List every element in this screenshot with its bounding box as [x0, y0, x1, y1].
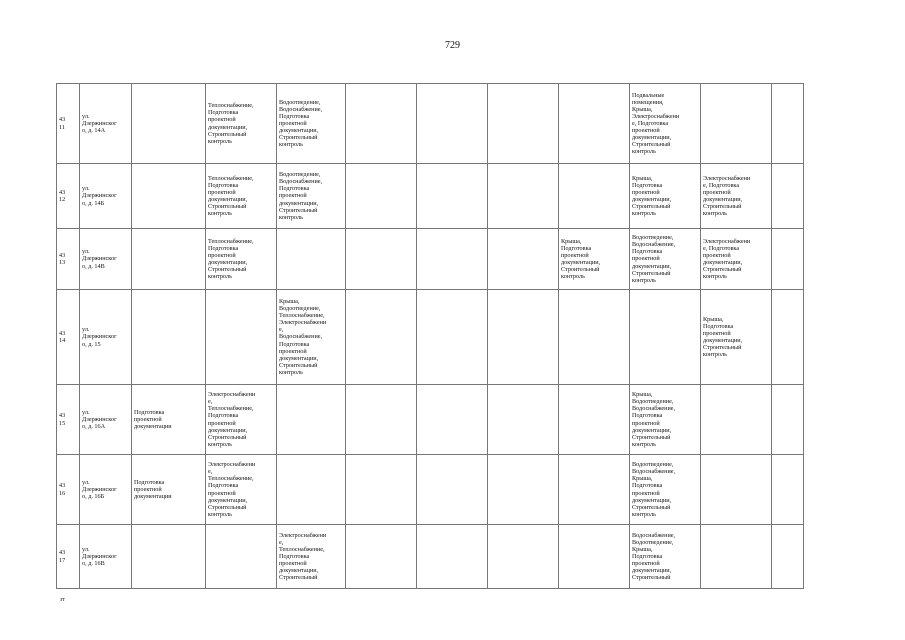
work-cell-c9: [701, 84, 772, 164]
work-schedule-table: [56, 83, 804, 589]
work-cell-c3: [277, 455, 346, 525]
work-cell-c6: [488, 290, 559, 385]
work-cell-c5: [417, 229, 488, 290]
address-cell: ул. Дзержинског о, д. 16Б: [80, 455, 132, 525]
work-cell-c1: [132, 229, 206, 290]
work-cell-c2: Электроснабжени е, Теплоснабжение, Подготовка проектной документации, Строительный контроль: [206, 385, 277, 455]
address-cell: ул. Дзержинског о, д. 15: [80, 290, 132, 385]
work-cell-c1: [132, 84, 206, 164]
work-cell-c2: [206, 525, 277, 589]
work-cell-c3: Водоотведение, Водоснабжение, Подготовка проектной документации, Строительный контроль: [277, 84, 346, 164]
work-cell-c10: [772, 229, 804, 290]
work-cell-c9: [701, 385, 772, 455]
table-row: [57, 525, 804, 589]
work-cell-c5: [417, 290, 488, 385]
address-cell: ул. Дзержинског о, д. 14В: [80, 229, 132, 290]
work-cell-c6: [488, 385, 559, 455]
work-cell-c5: [417, 385, 488, 455]
work-cell-c6: [488, 229, 559, 290]
work-cell-c4: [346, 525, 417, 589]
work-cell-c5: [417, 164, 488, 229]
work-cell-c3: [277, 385, 346, 455]
work-cell-c2: Теплоснабжение, Подготовка проектной документации, Строительный контроль: [206, 164, 277, 229]
page-number: 729: [445, 40, 460, 51]
work-cell-c2: [206, 290, 277, 385]
work-cell-c6: [488, 84, 559, 164]
table-row: [57, 290, 804, 385]
work-cell-c6: [488, 164, 559, 229]
address-cell: ул. Дзержинског о, д. 14А: [80, 84, 132, 164]
row-number-cell: 43 13: [57, 229, 80, 290]
work-cell-c8: Водоснабжение, Водоотведение, Крыша, Подготовка проектной документации, Строительный: [630, 525, 701, 589]
work-cell-c6: [488, 525, 559, 589]
work-cell-c5: [417, 455, 488, 525]
work-cell-c8: [630, 290, 701, 385]
work-cell-c9: Электроснабжени е, Подготовка проектной документации, Строительный контроль: [701, 229, 772, 290]
table-row: [57, 84, 804, 164]
row-number-cell: 43 14: [57, 290, 80, 385]
work-cell-c9: Электроснабжени е, Подготовка проектной документации, Строительный контроль: [701, 164, 772, 229]
work-cell-c8: Водоотведение, Водоснабжение, Подготовка проектной документации, Строительный контроль: [630, 229, 701, 290]
work-cell-c2: Электроснабжени е, Теплоснабжение, Подготовка проектной документации, Строительный контроль: [206, 455, 277, 525]
work-cell-c3: Электроснабжени е, Теплоснабжение, Подготовка проектной документации, Строительный: [277, 525, 346, 589]
table-row: [57, 229, 804, 290]
work-cell-c7: [559, 455, 630, 525]
address-cell: ул. Дзержинског о, д. 16А: [80, 385, 132, 455]
work-cell-c7: [559, 164, 630, 229]
address-cell: ул. Дзержинског о, д. 14Б: [80, 164, 132, 229]
work-cell-c2: Теплоснабжение, Подготовка проектной документации, Строительный контроль: [206, 229, 277, 290]
work-cell-c4: [346, 290, 417, 385]
work-cell-c10: [772, 525, 804, 589]
work-cell-c10: [772, 164, 804, 229]
work-cell-c1: Подготовка проектной документации: [132, 455, 206, 525]
footer-mark: зт: [60, 597, 65, 603]
work-cell-c4: [346, 84, 417, 164]
work-cell-c7: [559, 290, 630, 385]
work-cell-c7: [559, 525, 630, 589]
work-cell-c7: [559, 385, 630, 455]
work-cell-c4: [346, 385, 417, 455]
work-cell-c1: [132, 525, 206, 589]
row-number-cell: 43 17: [57, 525, 80, 589]
work-cell-c8: Подвальные помещения, Крыша, Электроснабжени е, Подготовка проектной документации, Строительный контроль: [630, 84, 701, 164]
work-cell-c10: [772, 84, 804, 164]
row-number-cell: 43 16: [57, 455, 80, 525]
work-cell-c4: [346, 455, 417, 525]
work-cell-c3: Крыша, Водоотведение, Теплоснабжение, Электроснабжени е, Водоснабжение, Подготовка проектной документации, Строительный контроль: [277, 290, 346, 385]
work-cell-c5: [417, 525, 488, 589]
work-cell-c5: [417, 84, 488, 164]
work-cell-c7: Крыша, Подготовка проектной документации, Строительный контроль: [559, 229, 630, 290]
row-number-cell: 43 12: [57, 164, 80, 229]
work-cell-c3: [277, 229, 346, 290]
work-cell-c10: [772, 290, 804, 385]
work-cell-c6: [488, 455, 559, 525]
work-cell-c3: Водоотведение, Водоснабжение, Подготовка проектной документации, Строительный контроль: [277, 164, 346, 229]
address-cell: ул. Дзержинског о, д. 16В: [80, 525, 132, 589]
row-number-cell: 43 15: [57, 385, 80, 455]
work-cell-c4: [346, 229, 417, 290]
work-cell-c2: Теплоснабжение, Подготовка проектной документации, Строительный контроль: [206, 84, 277, 164]
work-cell-c8: Крыша, Водоотведение, Водоснабжение, Подготовка проектной документации, Строительный контроль: [630, 385, 701, 455]
table-row: [57, 385, 804, 455]
table-row: [57, 455, 804, 525]
work-cell-c8: Крыша, Подготовка проектной документации, Строительный контроль: [630, 164, 701, 229]
work-cell-c1: [132, 290, 206, 385]
work-cell-c7: [559, 84, 630, 164]
work-cell-c9: [701, 455, 772, 525]
work-cell-c9: Крыша, Подготовка проектной документации, Строительный контроль: [701, 290, 772, 385]
work-cell-c1: [132, 164, 206, 229]
work-cell-c1: Подготовка проектной документации: [132, 385, 206, 455]
work-cell-c10: [772, 385, 804, 455]
work-cell-c9: [701, 525, 772, 589]
work-cell-c10: [772, 455, 804, 525]
work-cell-c8: Водоотведение, Водоснабжение, Крыша, Подготовка проектной документации, Строительный контроль: [630, 455, 701, 525]
row-number-cell: 43 11: [57, 84, 80, 164]
work-cell-c4: [346, 164, 417, 229]
table-row: [57, 164, 804, 229]
